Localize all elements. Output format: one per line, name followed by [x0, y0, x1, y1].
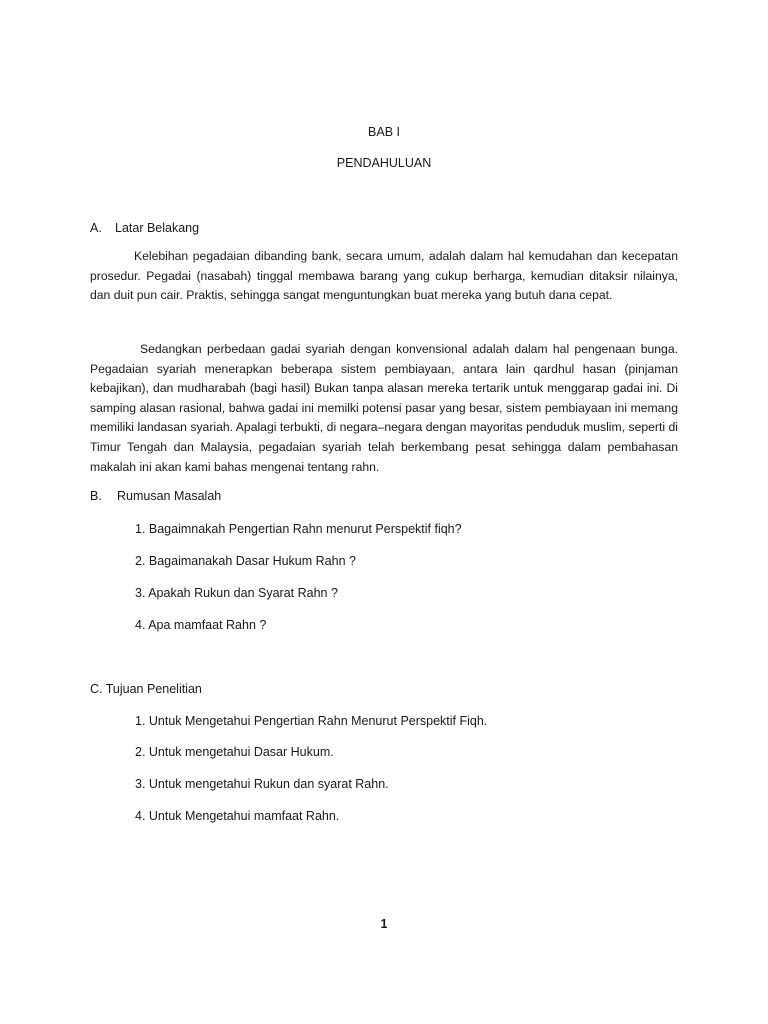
section-a-title: Latar Belakang: [115, 221, 200, 235]
section-b-item-3: 3. Apakah Rukun dan Syarat Rahn ?: [135, 586, 338, 600]
page-number: 1: [380, 917, 388, 931]
chapter-label: BAB I: [368, 125, 400, 139]
section-b-title: Rumusan Masalah: [117, 489, 222, 503]
section-c-item-3: 3. Untuk mengetahui Rukun dan syarat Rahn.: [135, 777, 389, 791]
section-b-heading: [90, 488, 221, 504]
section-a-paragraph-1: Kelebihan pegadaian dibanding bank, secara umum, adalah dalam hal kemudahan dan kecepatan prosedur. Pegadai (nasabah) tinggal membawa barang yang cukup berharga, kemudian ditaksir nilainya, dan duit pun cair. Praktis, sehingga sangat menguntungkan buat mereka yang butuh dana cepat.: [90, 249, 678, 303]
section-a-heading: [90, 220, 199, 236]
section-b-item-1: 1. Bagaimnakah Pengertian Rahn menurut Perspektif fiqh?: [135, 522, 462, 536]
section-c-item-4: 4. Untuk Mengetahui mamfaat Rahn.: [135, 809, 340, 823]
section-a-paragraph-2: Sedangkan perbedaan gadai syariah dengan konvensional adalah dalam hal pengenaan bunga. Pegadaian syariah menerapkan beberapa sistem pembiayaan, antara lain qardhul hasan (pinjaman kebajikan), dan mudharabah (bagi hasil) Bukan tanpa alasan mereka tertarik untuk menggarap gadai ini. Di samping alasan rasional, bahwa gadai ini memilki potensi pasar yang besar, sistem pembiayaan ini memang memiliki landasan syariah. Apalagi terbukti, di negara–negara dengan mayoritas penduduk muslim, seperti di Timur Tengah dan Malaysia, pegadaian syariah telah berkembang pesat sehingga dalam pembahasan makalah ini akan kami bahas mengenai tentang rahn.: [90, 342, 678, 474]
section-a-letter: A.: [90, 221, 102, 235]
section-c-item-1: 1. Untuk Mengetahui Pengertian Rahn Menurut Perspektif Fiqh.: [135, 714, 488, 728]
section-b-item-4: 4. Apa mamfaat Rahn ?: [135, 618, 267, 632]
section-c-item-2: 2. Untuk mengetahui Dasar Hukum.: [135, 745, 334, 759]
section-b-item-2: 2. Bagaimanakah Dasar Hukum Rahn ?: [135, 554, 356, 568]
chapter-title: PENDAHULUAN: [336, 156, 432, 170]
section-b-letter: B.: [90, 489, 102, 503]
section-c-heading: C. Tujuan Penelitian: [90, 682, 202, 696]
